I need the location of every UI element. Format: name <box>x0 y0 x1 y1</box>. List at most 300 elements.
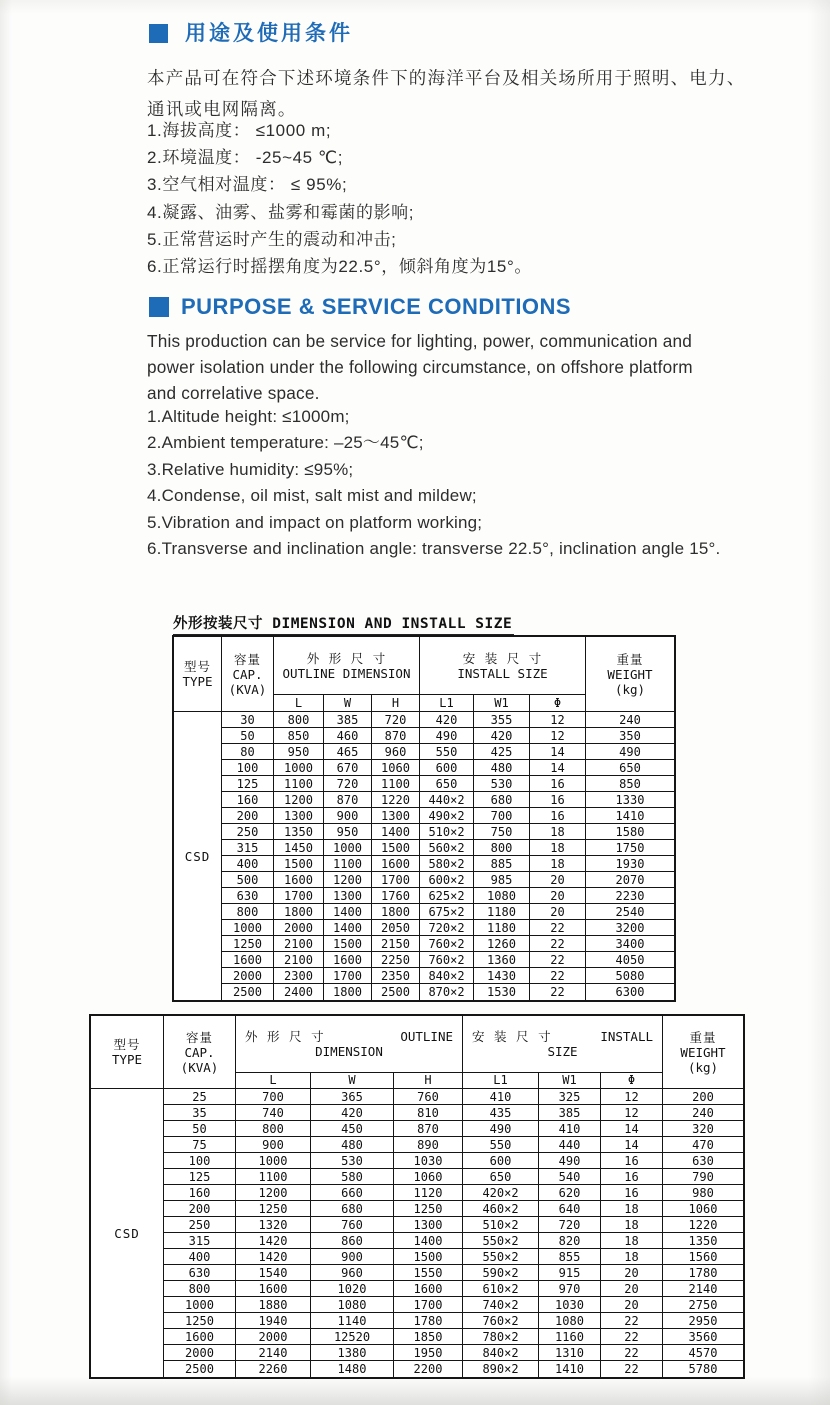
table-cell: 1800 <box>372 904 420 920</box>
table-cell: 590×2 <box>463 1265 539 1281</box>
table-cell: 610×2 <box>463 1281 539 1297</box>
table-cell: 2500 <box>222 984 274 1000</box>
table-cell: 250 <box>222 824 274 840</box>
table-cell: 1060 <box>394 1169 463 1185</box>
table-cell: 1310 <box>539 1345 601 1361</box>
table-cell: 470 <box>663 1137 743 1153</box>
table-cell: 900 <box>236 1137 311 1153</box>
table-cell: 1400 <box>394 1233 463 1249</box>
table-cell: 12 <box>601 1105 663 1121</box>
table-cell: 700 <box>474 808 530 824</box>
table-cell: 1450 <box>274 840 324 856</box>
table-cell: 530 <box>311 1153 394 1169</box>
subcol-W1: W1 <box>539 1073 601 1089</box>
table-cell: 500 <box>222 872 274 888</box>
table-cell: 4570 <box>663 1345 743 1361</box>
col-header-capacity: 容量 CAP. (KVA) <box>164 1016 236 1089</box>
table-cell: 22 <box>601 1329 663 1345</box>
table-cell: 1100 <box>236 1169 311 1185</box>
table-cell: 1600 <box>324 952 372 968</box>
table-cell: 680 <box>474 792 530 808</box>
table-cell: 22 <box>530 952 586 968</box>
table-cell: 160 <box>164 1185 236 1201</box>
table-cell: 580 <box>311 1169 394 1185</box>
table-cell: 550 <box>463 1137 539 1153</box>
table-cell: 14 <box>530 760 586 776</box>
table-cell: 320 <box>663 1121 743 1137</box>
table-cell: 18 <box>601 1249 663 1265</box>
table-cell: 200 <box>222 808 274 824</box>
table-cell: 1410 <box>586 808 674 824</box>
col-header-outline-dimension: 外 形 尺 寸 OUTLINE DIMENSION <box>274 637 420 695</box>
table-cell: 20 <box>530 888 586 904</box>
table-cell: 1200 <box>236 1185 311 1201</box>
table-cell: 2950 <box>663 1313 743 1329</box>
table-cell: 600×2 <box>420 872 474 888</box>
table-cell: 2750 <box>663 1297 743 1313</box>
list-item: 2.环境温度： -25~45 ℃; <box>147 148 344 168</box>
table-cell: 800 <box>474 840 530 856</box>
table-cell: 1600 <box>394 1281 463 1297</box>
table-cell: 420 <box>420 712 474 728</box>
list-item: 3.Relative humidity: ≤95%; <box>147 459 354 479</box>
table-cell: 810 <box>394 1105 463 1121</box>
table-cell: 16 <box>530 792 586 808</box>
table-cell: 385 <box>324 712 372 728</box>
table-cell: 22 <box>530 920 586 936</box>
table-cell: 12 <box>530 728 586 744</box>
table-cell: 14 <box>601 1137 663 1153</box>
cn-condition-list <box>147 117 532 280</box>
table-cell: 1250 <box>236 1201 311 1217</box>
table-cell: 630 <box>663 1153 743 1169</box>
subcol-W1: W1 <box>474 695 530 712</box>
table-cell: 550×2 <box>463 1233 539 1249</box>
table-cell: 1060 <box>663 1201 743 1217</box>
table-cell: 720 <box>539 1217 601 1233</box>
table-cell: 1030 <box>539 1297 601 1313</box>
cn-intro-paragraph <box>147 63 745 125</box>
table-cell: 1030 <box>394 1153 463 1169</box>
section-marker-icon <box>149 24 168 43</box>
table-cell: 2500 <box>372 984 420 1000</box>
table-cell: 6300 <box>615 985 645 999</box>
table-cell: 75 <box>164 1137 236 1153</box>
table-cell: 1500 <box>324 936 372 952</box>
table-cell: 1100 <box>324 856 372 872</box>
table-cell: 1760 <box>372 888 420 904</box>
table-cell: 640 <box>539 1201 601 1217</box>
table-cell: 22 <box>601 1313 663 1329</box>
table-cell: 1220 <box>663 1217 743 1233</box>
table-cell: 1360 <box>474 952 530 968</box>
table-cell: 14 <box>530 744 586 760</box>
table-cell: 760×2 <box>420 936 474 952</box>
list-item: 6.Transverse and inclination angle: transverse 22.5°, inclination angle 15°. <box>147 539 721 559</box>
table-cell: 2000 <box>274 920 324 936</box>
table-cell: 870 <box>394 1121 463 1137</box>
paragraph-line: This production can be service for lighting, power, communication and <box>147 331 692 351</box>
table-cell: 460 <box>324 728 372 744</box>
table-cell: 1400 <box>324 904 372 920</box>
table-cell: 490 <box>539 1153 601 1169</box>
table-cell: 22 <box>601 1345 663 1361</box>
table-cell: 890×2 <box>463 1361 539 1377</box>
table-cell: 1400 <box>372 824 420 840</box>
table-cell: 660 <box>311 1185 394 1201</box>
table-cell: 1700 <box>394 1297 463 1313</box>
table-cell: 16 <box>601 1185 663 1201</box>
table-cell: 2500 <box>164 1361 236 1377</box>
table-cell: 960 <box>311 1265 394 1281</box>
table-cell: 1300 <box>274 808 324 824</box>
table-cell: 1700 <box>324 968 372 984</box>
table-cell: 890 <box>394 1137 463 1153</box>
table-cell: 22 <box>601 1361 663 1377</box>
table-cell: 530 <box>474 776 530 792</box>
table-cell: 1000 <box>324 840 372 856</box>
table-cell: 16 <box>601 1153 663 1169</box>
table-cell: 1080 <box>474 888 530 904</box>
table-cell: 490×2 <box>420 808 474 824</box>
table-cell: 675×2 <box>420 904 474 920</box>
table-cell: 3200 <box>586 920 674 936</box>
table-cell: 2200 <box>394 1361 463 1377</box>
table-cell: 1930 <box>586 856 674 872</box>
table-cell: 20 <box>601 1297 663 1313</box>
subcol-L: L <box>274 695 324 712</box>
table-cell: 1400 <box>324 920 372 936</box>
table-cell: 980 <box>663 1185 743 1201</box>
table-cell: 1880 <box>236 1297 311 1313</box>
table-cell: 355 <box>474 712 530 728</box>
col-header-outline-dimension: 外 形 尺 寸 OUTLINE DIMENSION <box>236 1016 463 1073</box>
list-item: 2.Ambient temperature: –25～45℃; <box>147 433 424 453</box>
table-cell: 680 <box>311 1201 394 1217</box>
table-cell: 720 <box>372 712 420 728</box>
paragraph-line: 通讯或电网隔离。 <box>147 99 297 119</box>
subcol-H: H <box>394 1073 463 1089</box>
table-cell: 315 <box>222 840 274 856</box>
table-cell: 1600 <box>236 1281 311 1297</box>
col-header-install-size: 安 装 尺 寸 INSTALL SIZE <box>463 1016 663 1073</box>
table-cell: 850 <box>274 728 324 744</box>
col-header-install-size: 安 装 尺 寸 INSTALL SIZE <box>420 637 586 695</box>
table-cell: 750 <box>474 824 530 840</box>
subcol-phi: Φ <box>530 695 586 712</box>
cn-section-heading <box>149 21 353 46</box>
table-cell: 2400 <box>274 984 324 1000</box>
table-cell: 950 <box>274 744 324 760</box>
table1-title: 外形按装尺寸 DIMENSION AND INSTALL SIZE <box>173 616 514 635</box>
table-cell: 1750 <box>586 840 674 856</box>
table-cell: 30 <box>222 712 274 728</box>
table-cell: 1780 <box>394 1313 463 1329</box>
list-item: 1.Altitude height: ≤1000m; <box>147 407 350 426</box>
table-cell: 820 <box>539 1233 601 1249</box>
table-cell: 540 <box>539 1169 601 1185</box>
table-cell: 740×2 <box>463 1297 539 1313</box>
table-cell: 240 <box>586 712 674 728</box>
paragraph-line: and correlative space. <box>147 383 320 403</box>
table-cell: 460×2 <box>463 1201 539 1217</box>
table-cell: 1300 <box>324 888 372 904</box>
table-cell: 1140 <box>311 1313 394 1329</box>
table-cell: 2150 <box>372 936 420 952</box>
dimension-table-1-block <box>172 613 676 1002</box>
table-cell: 620 <box>539 1185 601 1201</box>
table-cell: 250 <box>164 1217 236 1233</box>
table-cell: 1250 <box>394 1201 463 1217</box>
table-cell: 410 <box>463 1089 539 1105</box>
col-header-weight: 重量 WEIGHT (kg) <box>586 637 674 712</box>
table-cell: 1480 <box>311 1361 394 1377</box>
dimension-table-2 <box>89 1014 745 1379</box>
table-cell: 1200 <box>274 792 324 808</box>
table-cell: 480 <box>311 1137 394 1153</box>
table-cell: 5780 <box>688 1362 718 1376</box>
table-cell: 1100 <box>274 776 324 792</box>
table-cell: 1160 <box>539 1329 601 1345</box>
col-header-type: 型号 TYPE <box>91 1016 164 1089</box>
table-cell: 870 <box>372 728 420 744</box>
table-cell: 720×2 <box>420 920 474 936</box>
table-cell: 650 <box>463 1169 539 1185</box>
list-item: 3.空气相对温度： ≤ 95%; <box>147 175 348 195</box>
col-header-capacity: 容量 CAP. (KVA) <box>222 637 274 712</box>
table-cell: 450 <box>311 1121 394 1137</box>
table-cell: 2000 <box>164 1345 236 1361</box>
table-cell: 20 <box>530 872 586 888</box>
table-cell: 850 <box>586 776 674 792</box>
table-cell: 700 <box>236 1089 311 1105</box>
table-cell: 1250 <box>222 936 274 952</box>
table-cell: 800 <box>164 1281 236 1297</box>
table-cell: 720 <box>324 776 372 792</box>
table-cell: 2100 <box>274 952 324 968</box>
table-cell: 1410 <box>539 1361 601 1377</box>
table-cell: 440×2 <box>420 792 474 808</box>
table-cell: 1020 <box>311 1281 394 1297</box>
table-cell: 580×2 <box>420 856 474 872</box>
en-condition-list <box>147 404 720 562</box>
table-cell: 625×2 <box>420 888 474 904</box>
paragraph-line: 本产品可在符合下述环境条件下的海洋平台及相关场所用于照明、电力、 <box>147 68 746 88</box>
table-cell: 35 <box>164 1105 236 1121</box>
table-cell: 16 <box>530 808 586 824</box>
table-cell: 160 <box>222 792 274 808</box>
table-cell: 790 <box>663 1169 743 1185</box>
table-cell: 760 <box>311 1217 394 1233</box>
table-cell: 950 <box>324 824 372 840</box>
table-cell: 22 <box>530 936 586 952</box>
cn-section-title: 用途及使用条件 <box>185 22 353 45</box>
type-value: CSD <box>91 1089 164 1377</box>
table-cell: 1550 <box>394 1265 463 1281</box>
table-cell: 915 <box>539 1265 601 1281</box>
table-cell: 16 <box>530 776 586 792</box>
table-cell: 900 <box>324 808 372 824</box>
table-cell: 490 <box>463 1121 539 1137</box>
table-cell: 315 <box>164 1233 236 1249</box>
list-item: 4.Condense, oil mist, salt mist and mildew; <box>147 486 477 506</box>
table-cell: 740 <box>236 1105 311 1121</box>
table-cell: 25 <box>164 1089 236 1105</box>
table-cell: 1320 <box>236 1217 311 1233</box>
list-item: 1.海拔高度： ≤1000 m; <box>147 121 332 140</box>
table-cell: 760×2 <box>463 1313 539 1329</box>
table-cell: 985 <box>474 872 530 888</box>
table-cell: 420 <box>311 1105 394 1121</box>
table-cell: 125 <box>222 776 274 792</box>
table-cell: 510×2 <box>463 1217 539 1233</box>
table-cell: 900 <box>311 1249 394 1265</box>
table-cell: 1380 <box>311 1345 394 1361</box>
table-cell: 1300 <box>372 808 420 824</box>
table-cell: 840×2 <box>420 968 474 984</box>
table-cell: 1500 <box>372 840 420 856</box>
table-cell: 760 <box>394 1089 463 1105</box>
table-cell: 1940 <box>236 1313 311 1329</box>
table-cell: 2260 <box>236 1361 311 1377</box>
table-cell: 18 <box>601 1201 663 1217</box>
table-cell: 1000 <box>164 1297 236 1313</box>
table-cell: 1420 <box>236 1249 311 1265</box>
table-cell: 3560 <box>663 1329 743 1345</box>
list-item: 5.正常营运时产生的震动和冲击; <box>147 229 397 249</box>
table-cell: 18 <box>530 824 586 840</box>
section-marker-icon <box>149 297 169 317</box>
table-cell: 16 <box>601 1169 663 1185</box>
table-cell: 650 <box>420 776 474 792</box>
table-cell: 2350 <box>372 968 420 984</box>
table-cell: 80 <box>222 744 274 760</box>
table-cell: 670 <box>324 760 372 776</box>
table-cell: 1950 <box>394 1345 463 1361</box>
table-cell: 22 <box>530 968 586 984</box>
table-cell: 100 <box>164 1153 236 1169</box>
table-cell: 1200 <box>324 872 372 888</box>
col-header-weight: 重量 WEIGHT (kg) <box>663 1016 743 1089</box>
table-cell: 240 <box>663 1105 743 1121</box>
table-cell: 125 <box>164 1169 236 1185</box>
table-cell: 860 <box>311 1233 394 1249</box>
table-cell: 20 <box>601 1281 663 1297</box>
table-cell: 1350 <box>663 1233 743 1249</box>
table-cell: 600 <box>463 1153 539 1169</box>
table-cell: 1540 <box>236 1265 311 1281</box>
table-cell: 2140 <box>236 1345 311 1361</box>
table-cell: 1250 <box>164 1313 236 1329</box>
table-cell: 2140 <box>663 1281 743 1297</box>
table-cell: 400 <box>222 856 274 872</box>
table-cell: 12 <box>530 712 586 728</box>
table-cell: 1180 <box>474 920 530 936</box>
table-cell: 630 <box>164 1265 236 1281</box>
table-cell: 5080 <box>586 968 674 984</box>
table-cell: 1080 <box>539 1313 601 1329</box>
table-cell: 1180 <box>474 904 530 920</box>
subcol-W: W <box>311 1073 394 1089</box>
col-header-type: 型号 TYPE <box>174 637 222 712</box>
table-cell: 400 <box>164 1249 236 1265</box>
table-cell: 1600 <box>222 952 274 968</box>
table-cell: 1700 <box>274 888 324 904</box>
table-cell: 870 <box>324 792 372 808</box>
table-cell: 550 <box>420 744 474 760</box>
table-cell: 365 <box>311 1089 394 1105</box>
en-section-heading <box>149 294 571 320</box>
table-cell: 630 <box>222 888 274 904</box>
table-cell: 325 <box>539 1089 601 1105</box>
table-cell: 1330 <box>586 792 674 808</box>
en-section-title: PURPOSE & SERVICE CONDITIONS <box>181 294 572 319</box>
table-cell: 480 <box>474 760 530 776</box>
table-cell: 1000 <box>274 760 324 776</box>
table-cell: 1080 <box>311 1297 394 1313</box>
subcol-L: L <box>236 1073 311 1089</box>
table-cell: 1600 <box>274 872 324 888</box>
subcol-W: W <box>324 695 372 712</box>
table-cell: 20 <box>601 1265 663 1281</box>
table-cell: 12 <box>601 1089 663 1105</box>
table-cell: 18 <box>601 1217 663 1233</box>
table-cell: 600 <box>420 760 474 776</box>
table-cell: 1780 <box>663 1265 743 1281</box>
table-cell: 490 <box>586 744 674 760</box>
table-cell: 2000 <box>222 968 274 984</box>
table-cell: 1600 <box>372 856 420 872</box>
table-cell: 760×2 <box>420 952 474 968</box>
table-cell: 18 <box>601 1233 663 1249</box>
table-cell: 14 <box>601 1121 663 1137</box>
table-cell: 1220 <box>372 792 420 808</box>
table-cell: 2100 <box>274 936 324 952</box>
list-item: 6.正常运行时摇摆角度为22.5°，倾斜角度为15°。 <box>147 257 532 277</box>
table-cell: 3400 <box>586 936 674 952</box>
table-cell: 1850 <box>394 1329 463 1345</box>
subcol-L1: L1 <box>463 1073 539 1089</box>
table-cell: 885 <box>474 856 530 872</box>
table-cell: 420 <box>474 728 530 744</box>
table-cell: 4050 <box>586 952 674 968</box>
table-cell: 435 <box>463 1105 539 1121</box>
table-cell: 50 <box>222 728 274 744</box>
table-cell: 20 <box>530 904 586 920</box>
table-cell: 18 <box>530 856 586 872</box>
table-cell: 410 <box>539 1121 601 1137</box>
list-item: 5.Vibration and impact on platform working; <box>147 512 483 532</box>
table-cell: 1800 <box>274 904 324 920</box>
en-intro-paragraph <box>147 328 693 406</box>
table-cell: 200 <box>663 1089 743 1105</box>
table-cell: 550×2 <box>463 1249 539 1265</box>
table-cell: 1580 <box>586 824 674 840</box>
subcol-phi: Φ <box>601 1073 663 1089</box>
table-cell: 1420 <box>236 1233 311 1249</box>
paragraph-line: power isolation under the following circumstance, on offshore platform <box>147 357 693 377</box>
table-cell: 440 <box>539 1137 601 1153</box>
table-cell: 50 <box>164 1121 236 1137</box>
table-cell: 800 <box>222 904 274 920</box>
table-cell: 650 <box>586 760 674 776</box>
table-cell: 1000 <box>222 920 274 936</box>
table-cell: 1260 <box>474 936 530 952</box>
table-cell: 420×2 <box>463 1185 539 1201</box>
table-cell: 1430 <box>474 968 530 984</box>
table-cell: 1100 <box>372 776 420 792</box>
table-cell: 1560 <box>663 1249 743 1265</box>
